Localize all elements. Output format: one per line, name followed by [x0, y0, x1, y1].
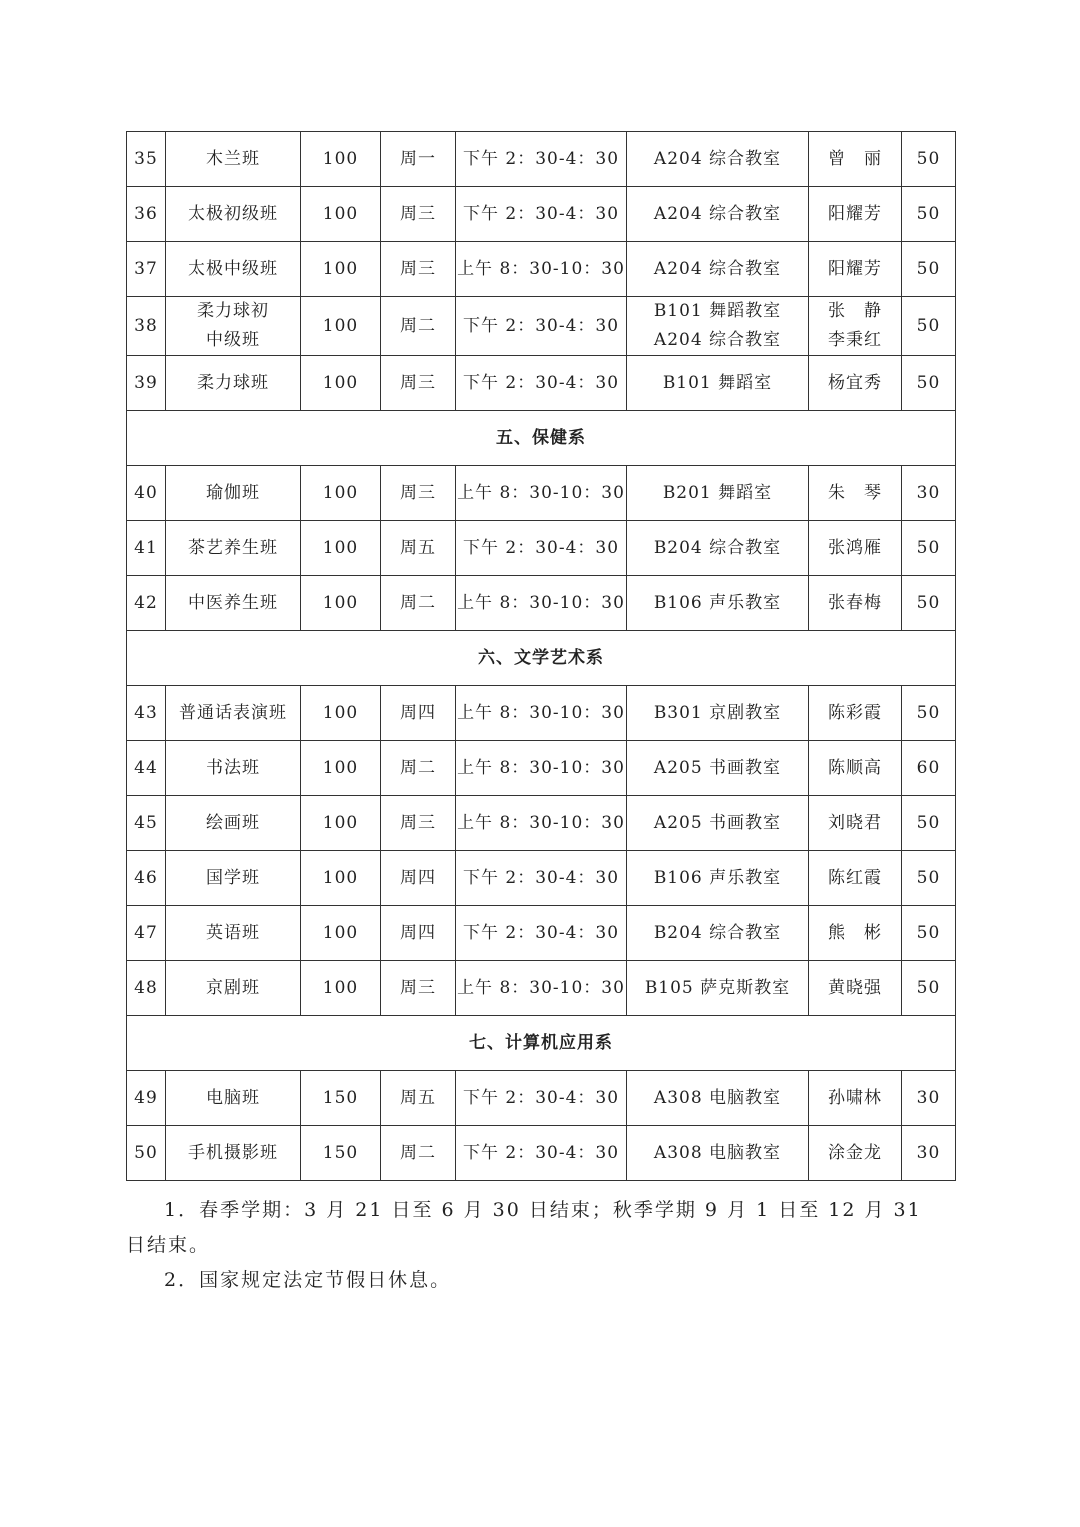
classroom-line: B101 舞蹈教室 — [653, 301, 782, 321]
row-number-cell: 48 — [127, 961, 166, 1016]
table-row — [127, 356, 956, 411]
table-row — [127, 906, 956, 961]
row-number-cell: 40 — [127, 466, 166, 521]
class-time-cell: 下午 2：30-4：30 — [456, 521, 627, 576]
teacher-cell — [809, 297, 902, 356]
quota-cell: 50 — [902, 187, 956, 242]
class-time-cell: 上午 8：30-10：30 — [456, 961, 627, 1016]
fee-cell: 100 — [301, 521, 381, 576]
weekday-cell: 周二 — [381, 576, 456, 631]
class-time-cell: 下午 2：30-4：30 — [456, 906, 627, 961]
quota-cell: 30 — [902, 1071, 956, 1126]
class-time-cell: 上午 8：30-10：30 — [456, 741, 627, 796]
class-name-cell: 国学班 — [166, 851, 301, 906]
class-name-line: 柔力球初 — [197, 301, 269, 321]
classroom-cell: B105 萨克斯教室 — [627, 961, 809, 1016]
section-title: 七、计算机应用系 — [127, 1016, 956, 1071]
row-number-cell: 44 — [127, 741, 166, 796]
teacher-cell: 熊 彬 — [809, 906, 902, 961]
teacher-cell: 陈彩霞 — [809, 686, 902, 741]
teacher-cell: 刘晓君 — [809, 796, 902, 851]
classroom-line: A204 综合教室 — [653, 330, 782, 350]
course-schedule-table — [126, 131, 956, 1181]
class-name-cell: 京剧班 — [166, 961, 301, 1016]
weekday-cell: 周三 — [381, 466, 456, 521]
class-time-cell: 下午 2：30-4：30 — [456, 132, 627, 187]
class-name-cell: 绘画班 — [166, 796, 301, 851]
fee-cell: 100 — [301, 906, 381, 961]
row-number-cell: 43 — [127, 686, 166, 741]
weekday-cell: 周五 — [381, 521, 456, 576]
table-row — [127, 851, 956, 906]
class-name-cell: 英语班 — [166, 906, 301, 961]
section-title: 五、保健系 — [127, 411, 956, 466]
row-number-cell: 50 — [127, 1126, 166, 1181]
class-name-cell: 手机摄影班 — [166, 1126, 301, 1181]
classroom-cell: A308 电脑教室 — [627, 1071, 809, 1126]
quota-cell: 60 — [902, 741, 956, 796]
quota-cell: 30 — [902, 1126, 956, 1181]
fee-cell: 100 — [301, 576, 381, 631]
table-row — [127, 576, 956, 631]
fee-cell: 100 — [301, 851, 381, 906]
fee-cell: 100 — [301, 297, 381, 356]
weekday-cell: 周三 — [381, 242, 456, 297]
fee-cell: 100 — [301, 242, 381, 297]
quota-cell: 50 — [902, 686, 956, 741]
table-row — [127, 1071, 956, 1126]
class-name-cell: 木兰班 — [166, 132, 301, 187]
teacher-cell: 阳耀芳 — [809, 242, 902, 297]
quota-cell: 50 — [902, 521, 956, 576]
teacher-cell: 曾 丽 — [809, 132, 902, 187]
fee-cell: 100 — [301, 356, 381, 411]
quota-cell: 50 — [902, 906, 956, 961]
class-name-cell: 普通话表演班 — [166, 686, 301, 741]
row-number-cell: 42 — [127, 576, 166, 631]
class-time-cell: 上午 8：30-10：30 — [456, 576, 627, 631]
classroom-cell: B106 声乐教室 — [627, 851, 809, 906]
weekday-cell: 周五 — [381, 1071, 456, 1126]
teacher-cell: 陈顺高 — [809, 741, 902, 796]
table-row — [127, 466, 956, 521]
table-row — [127, 741, 956, 796]
row-number-cell: 35 — [127, 132, 166, 187]
class-time-cell: 上午 8：30-10：30 — [456, 242, 627, 297]
class-time-cell: 下午 2：30-4：30 — [456, 1071, 627, 1126]
row-number-cell: 38 — [127, 297, 166, 356]
weekday-cell: 周一 — [381, 132, 456, 187]
weekday-cell: 周四 — [381, 906, 456, 961]
teacher-cell: 张鸿雁 — [809, 521, 902, 576]
weekday-cell: 周三 — [381, 187, 456, 242]
classroom-cell: A205 书画教室 — [627, 796, 809, 851]
table-row — [127, 132, 956, 187]
class-name-cell: 太极中级班 — [166, 242, 301, 297]
teacher-cell: 陈红霞 — [809, 851, 902, 906]
section-title: 六、文学艺术系 — [127, 631, 956, 686]
row-number-cell: 37 — [127, 242, 166, 297]
classroom-cell: B101 舞蹈室 — [627, 356, 809, 411]
section-header-row — [127, 631, 956, 686]
notes — [126, 1193, 926, 1298]
weekday-cell: 周二 — [381, 1126, 456, 1181]
weekday-cell: 周三 — [381, 356, 456, 411]
quota-cell: 50 — [902, 242, 956, 297]
teacher-line: 张 静 — [828, 301, 882, 321]
class-time-cell: 下午 2：30-4：30 — [456, 356, 627, 411]
teacher-cell: 孙啸林 — [809, 1071, 902, 1126]
class-name-cell: 柔力球班 — [166, 356, 301, 411]
class-time-cell: 下午 2：30-4：30 — [456, 297, 627, 356]
table-row — [127, 686, 956, 741]
fee-cell: 100 — [301, 187, 381, 242]
row-number-cell: 39 — [127, 356, 166, 411]
fee-cell: 100 — [301, 741, 381, 796]
row-number-cell: 45 — [127, 796, 166, 851]
weekday-cell: 周三 — [381, 961, 456, 1016]
table-row — [127, 242, 956, 297]
class-time-cell: 下午 2：30-4：30 — [456, 187, 627, 242]
weekday-cell: 周三 — [381, 796, 456, 851]
fee-cell: 150 — [301, 1071, 381, 1126]
section-header-row — [127, 411, 956, 466]
classroom-cell: A204 综合教室 — [627, 132, 809, 187]
teacher-cell: 张春梅 — [809, 576, 902, 631]
weekday-cell: 周四 — [381, 686, 456, 741]
teacher-cell: 阳耀芳 — [809, 187, 902, 242]
fee-cell: 100 — [301, 686, 381, 741]
fee-cell: 150 — [301, 1126, 381, 1181]
class-time-cell: 上午 8：30-10：30 — [456, 686, 627, 741]
note-item: 1．春季学期：3 月 21 日至 6 月 30 日结束；秋季学期 9 月 1 日至 12 月 31 日结束。 — [126, 1199, 922, 1256]
quota-cell: 50 — [902, 576, 956, 631]
row-number-cell: 47 — [127, 906, 166, 961]
class-name-line: 中级班 — [206, 330, 260, 350]
class-time-cell: 下午 2：30-4：30 — [456, 1126, 627, 1181]
teacher-cell: 杨宜秀 — [809, 356, 902, 411]
quota-cell: 50 — [902, 796, 956, 851]
quota-cell: 50 — [902, 297, 956, 356]
fee-cell: 100 — [301, 796, 381, 851]
weekday-cell: 周四 — [381, 851, 456, 906]
classroom-cell: B204 综合教室 — [627, 906, 809, 961]
class-name-cell — [166, 297, 301, 356]
teacher-cell: 黄晓强 — [809, 961, 902, 1016]
table-row — [127, 297, 956, 356]
classroom-cell — [627, 297, 809, 356]
class-name-cell: 书法班 — [166, 741, 301, 796]
weekday-cell: 周二 — [381, 297, 456, 356]
fee-cell: 100 — [301, 466, 381, 521]
classroom-cell: B201 舞蹈室 — [627, 466, 809, 521]
fee-cell: 100 — [301, 961, 381, 1016]
row-number-cell: 36 — [127, 187, 166, 242]
quota-cell: 50 — [902, 356, 956, 411]
note-item: 2．国家规定法定节假日休息。 — [164, 1269, 452, 1291]
classroom-cell: B204 综合教室 — [627, 521, 809, 576]
classroom-cell: A204 综合教室 — [627, 187, 809, 242]
row-number-cell: 46 — [127, 851, 166, 906]
fee-cell: 100 — [301, 132, 381, 187]
class-name-cell: 电脑班 — [166, 1071, 301, 1126]
row-number-cell: 49 — [127, 1071, 166, 1126]
table-row — [127, 796, 956, 851]
table-row — [127, 961, 956, 1016]
classroom-cell: A308 电脑教室 — [627, 1126, 809, 1181]
quota-cell: 50 — [902, 961, 956, 1016]
class-time-cell: 上午 8：30-10：30 — [456, 466, 627, 521]
section-header-row — [127, 1016, 956, 1071]
classroom-cell: A204 综合教室 — [627, 242, 809, 297]
class-name-cell: 瑜伽班 — [166, 466, 301, 521]
class-name-cell: 太极初级班 — [166, 187, 301, 242]
classroom-cell: B106 声乐教室 — [627, 576, 809, 631]
classroom-cell: A205 书画教室 — [627, 741, 809, 796]
table-row — [127, 521, 956, 576]
row-number-cell: 41 — [127, 521, 166, 576]
class-time-cell: 下午 2：30-4：30 — [456, 851, 627, 906]
teacher-cell: 朱 琴 — [809, 466, 902, 521]
classroom-cell: B301 京剧教室 — [627, 686, 809, 741]
table-row — [127, 187, 956, 242]
class-time-cell: 上午 8：30-10：30 — [456, 796, 627, 851]
table-row — [127, 1126, 956, 1181]
class-name-cell: 中医养生班 — [166, 576, 301, 631]
teacher-line: 李秉红 — [828, 330, 882, 350]
quota-cell: 30 — [902, 466, 956, 521]
quota-cell: 50 — [902, 132, 956, 187]
quota-cell: 50 — [902, 851, 956, 906]
weekday-cell: 周二 — [381, 741, 456, 796]
teacher-cell: 涂金龙 — [809, 1126, 902, 1181]
class-name-cell: 茶艺养生班 — [166, 521, 301, 576]
